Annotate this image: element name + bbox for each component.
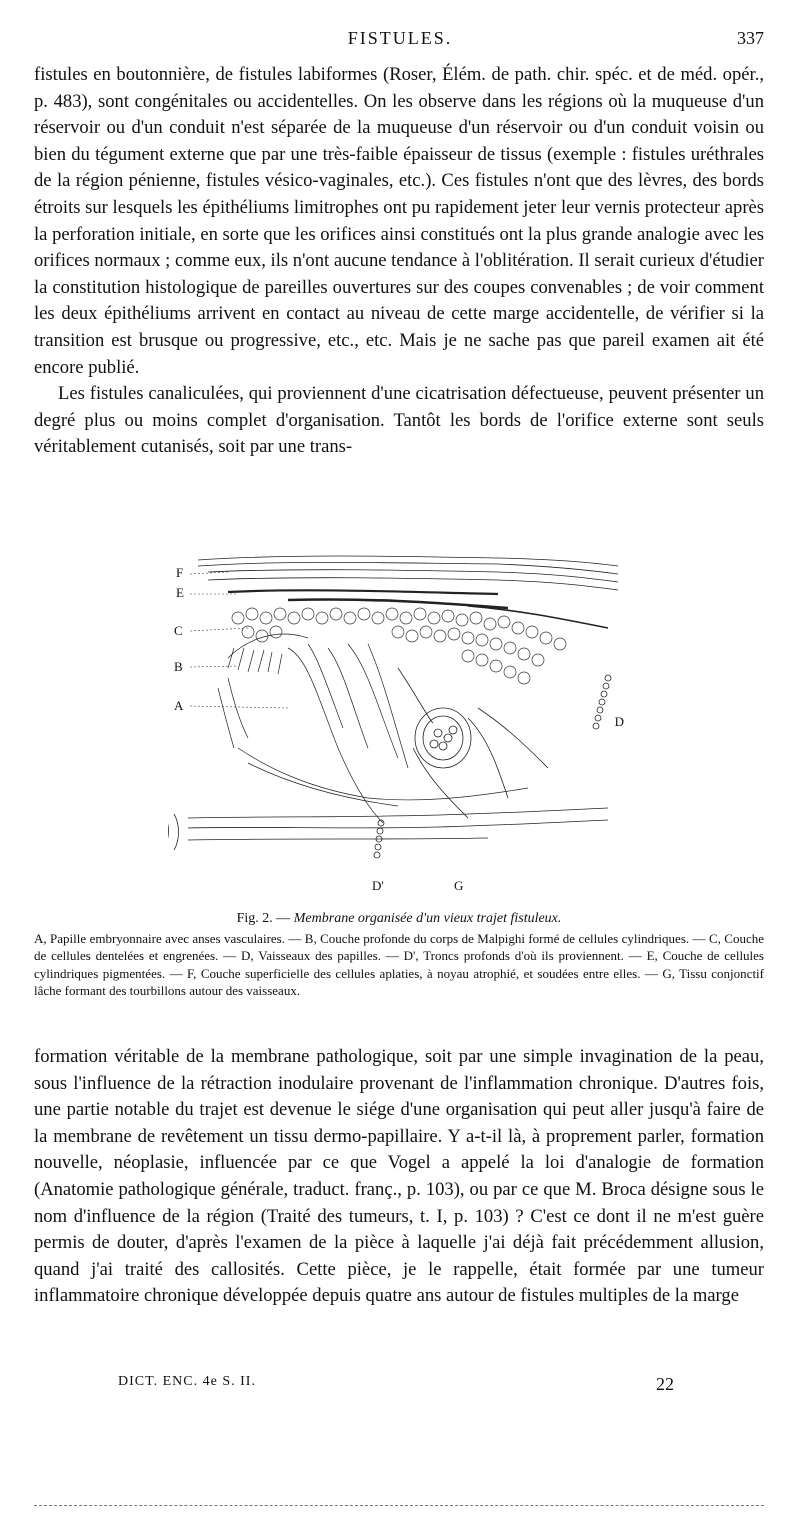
body-text-bottom <box>34 1044 764 1310</box>
paragraph-1: fistules en boutonnière, de fistules labiformes (Roser, Élém. de path. chir. spéc. et de méd. opér., p. 483), sont congénitales ou accidentelles. On les observe dans les régions où la muqueuse d'un réservoir ou d'un conduit n'est séparée de la muqueuse d'un réservoir ou d'un conduit voisin ou bien du tégument externe que par une très-faible épaisseur de tissus (exemple : fistules uréthrales de la région pénienne, fistules vésico-vaginales, etc.). Ces fistules n'ont que des lèvres, des bords étroits sur lesquels les épithéliums limitrophes ont pu rapidement jeter leur vernis protecteur après la perforation initiale, en sorte que les orifices ainsi constitués ont la plus grande analogie avec les orifices normaux ; comme eux, ils n'ont aucune tendance à l'oblitération. Il serait curieux d'étudier la constitution histologique de pareilles ouvertures sur des coupes convenables ; de voir comment les deux épithéliums arrivent en contact au niveau de cette marge accidentelle, de vérifier si la transition est brusque ou progressive, etc., etc. Mais je ne sache pas que pareil examen ait été encore publié. <box>34 64 764 378</box>
signature-mark: DICT. ENC. 4e S. II. <box>118 1374 256 1389</box>
page-number: 337 <box>737 28 764 48</box>
figure-label-C: C <box>174 623 183 638</box>
vessels <box>168 668 611 858</box>
caption-legend: A, Papille embryonnaire avec anses vasculaires. — B, Couche profonde du corps de Malpighi formé de cellules cylindriques. — C, Couche de cellules dentelées et engrenées. — D, Vaisseaux des papilles. — D', Troncs profonds d'où ils proviennent. — E, Couche de cellules cylindriques pigmentées. — F, Couche superficielle des cellules aplaties, à noyau atrophié, et soudées entre elles. — G, Tissu conjonctif lâche formant des tourbillons autour des vaisseaux. <box>34 930 764 998</box>
running-header <box>0 28 800 52</box>
bottom-dashed-rule <box>34 1505 764 1506</box>
running-title: FISTULES. <box>347 28 453 48</box>
figure-label-B: B <box>174 659 183 674</box>
figure-label-G: G <box>454 878 464 893</box>
cell-layer <box>232 608 566 684</box>
figure-number: Fig. 2. — <box>236 911 291 926</box>
caption-title-line <box>34 910 764 928</box>
sheet-number: 22 <box>656 1374 674 1394</box>
surface-layers <box>198 556 618 628</box>
histology-illustration <box>168 548 628 893</box>
figure-label-D-prime: D' <box>372 878 384 893</box>
body-text-top <box>34 62 764 461</box>
figure-caption <box>34 910 764 1000</box>
paragraph-2: Les fistules canaliculées, qui proviennent d'une cicatrisation défectueuse, peuvent présenter un degré plus ou moins complet d'organisation. Tantôt les bords de l'orifice externe sont seuls véritablement cutanisés, soit par une trans- <box>34 383 764 458</box>
figure-title: Membrane organisée d'un vieux trajet fistuleux. <box>293 911 562 926</box>
page-footer <box>0 1374 800 1398</box>
figure-label-A: A <box>174 698 184 713</box>
figure-label-F: F <box>176 565 184 580</box>
figure-label-E: E <box>176 585 184 600</box>
paragraph-3: formation véritable de la membrane pathologique, soit par une simple invagination de la peau, sous l'influence de la rétraction inodulaire provenant de l'inflammation chronique. D'autres fois, une partie notable du trajet est devenue le siége d'une organisation qui peut aller jusqu'à faire de la membrane de revêtement un tissu dermo-papillaire. Y a-t-il là, à proprement parler, formation nouvelle, néoplasie, influencée par ce que Vogel a appelé la loi d'analogie de formation (Anatomie pathologique générale, traduct. franç., p. 103), ou par ce que M. Broca désigne sous le nom d'influence de la région (Traité des tumeurs, t. I, p. 103) ? C'est ce dont il ne m'est guère permis de douter, d'après l'examen de la pièce à laquelle j'ai déjà fait précédemment allusion, quand j'ai traité des callosités. Cette pièce, je le rappelle, était formée par une tumeur inflammatoire chronique développée depuis quatre ans autour de fistules multiples de la marge <box>34 1046 764 1307</box>
figure-label-D: D <box>614 714 624 729</box>
histology-figure <box>168 548 628 893</box>
papilla <box>218 634 528 823</box>
